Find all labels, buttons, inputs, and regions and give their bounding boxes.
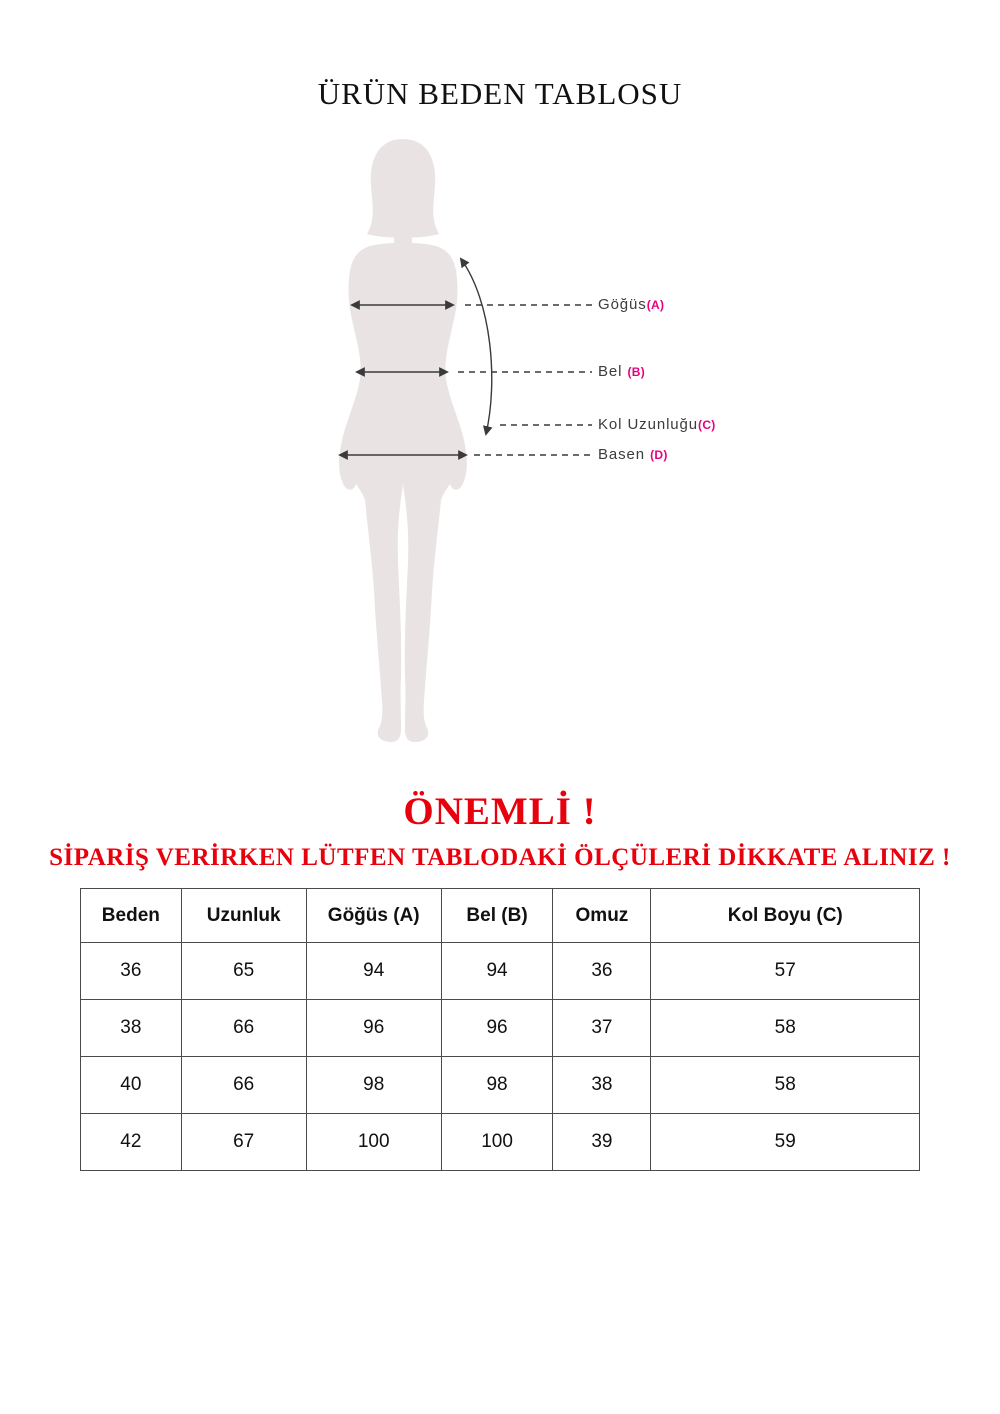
arm-length-label (598, 416, 716, 433)
chest-label (598, 296, 664, 313)
waist-label (598, 363, 645, 380)
table-cell: 98 (306, 1057, 441, 1114)
table-cell: 42 (81, 1114, 182, 1171)
table-row (81, 943, 920, 1000)
table-cell: 66 (181, 1000, 306, 1057)
table-cell: 57 (651, 943, 920, 1000)
table-cell: 94 (441, 943, 553, 1000)
table-cell: 96 (441, 1000, 553, 1057)
chest-label-letter: (A) (646, 298, 665, 312)
table-row (81, 1000, 920, 1057)
table-cell: 38 (81, 1000, 182, 1057)
table-cell: 66 (181, 1057, 306, 1114)
hip-label-text: Basen (598, 446, 651, 463)
waist-label-text: Bel (598, 363, 628, 380)
column-header: Beden (81, 889, 182, 943)
table-cell: 100 (306, 1114, 441, 1171)
table-cell: 100 (441, 1114, 553, 1171)
table-cell: 58 (651, 1000, 920, 1057)
table-row (81, 1114, 920, 1171)
table-cell: 67 (181, 1114, 306, 1171)
table-cell: 65 (181, 943, 306, 1000)
table-cell: 39 (553, 1114, 651, 1171)
waist-label-letter: (B) (627, 365, 646, 379)
table-cell: 59 (651, 1114, 920, 1171)
hip-label-letter: (D) (650, 448, 668, 462)
column-header: Göğüs (A) (306, 889, 441, 943)
table-cell: 94 (306, 943, 441, 1000)
column-header: Omuz (553, 889, 651, 943)
table-cell: 40 (81, 1057, 182, 1114)
column-header: Kol Boyu (C) (651, 889, 920, 943)
table-cell: 36 (81, 943, 182, 1000)
column-header: Bel (B) (441, 889, 553, 943)
hip-label (598, 446, 668, 463)
size-table (80, 888, 920, 1171)
table-cell: 98 (441, 1057, 553, 1114)
arm-length-label-letter: (C) (698, 418, 716, 432)
column-header: Uzunluk (181, 889, 306, 943)
table-cell: 96 (306, 1000, 441, 1057)
chest-label-text: Göğüs (598, 296, 647, 313)
table-cell: 37 (553, 1000, 651, 1057)
page-title: ÜRÜN BEDEN TABLOSU (317, 76, 683, 111)
arm-length-label-text: Kol Uzunluğu (598, 416, 699, 433)
table-cell: 36 (553, 943, 651, 1000)
important-heading: ÖNEMLİ ! (403, 790, 597, 833)
warning-text: SİPARİŞ VERİRKEN LÜTFEN TABLODAKİ ÖLÇÜLERİ DİKKATE ALINIZ ! (49, 844, 951, 871)
table-row (81, 1057, 920, 1114)
header-row (81, 889, 920, 943)
table-cell: 38 (553, 1057, 651, 1114)
table-cell: 58 (651, 1057, 920, 1114)
body-silhouette-image (293, 136, 518, 751)
